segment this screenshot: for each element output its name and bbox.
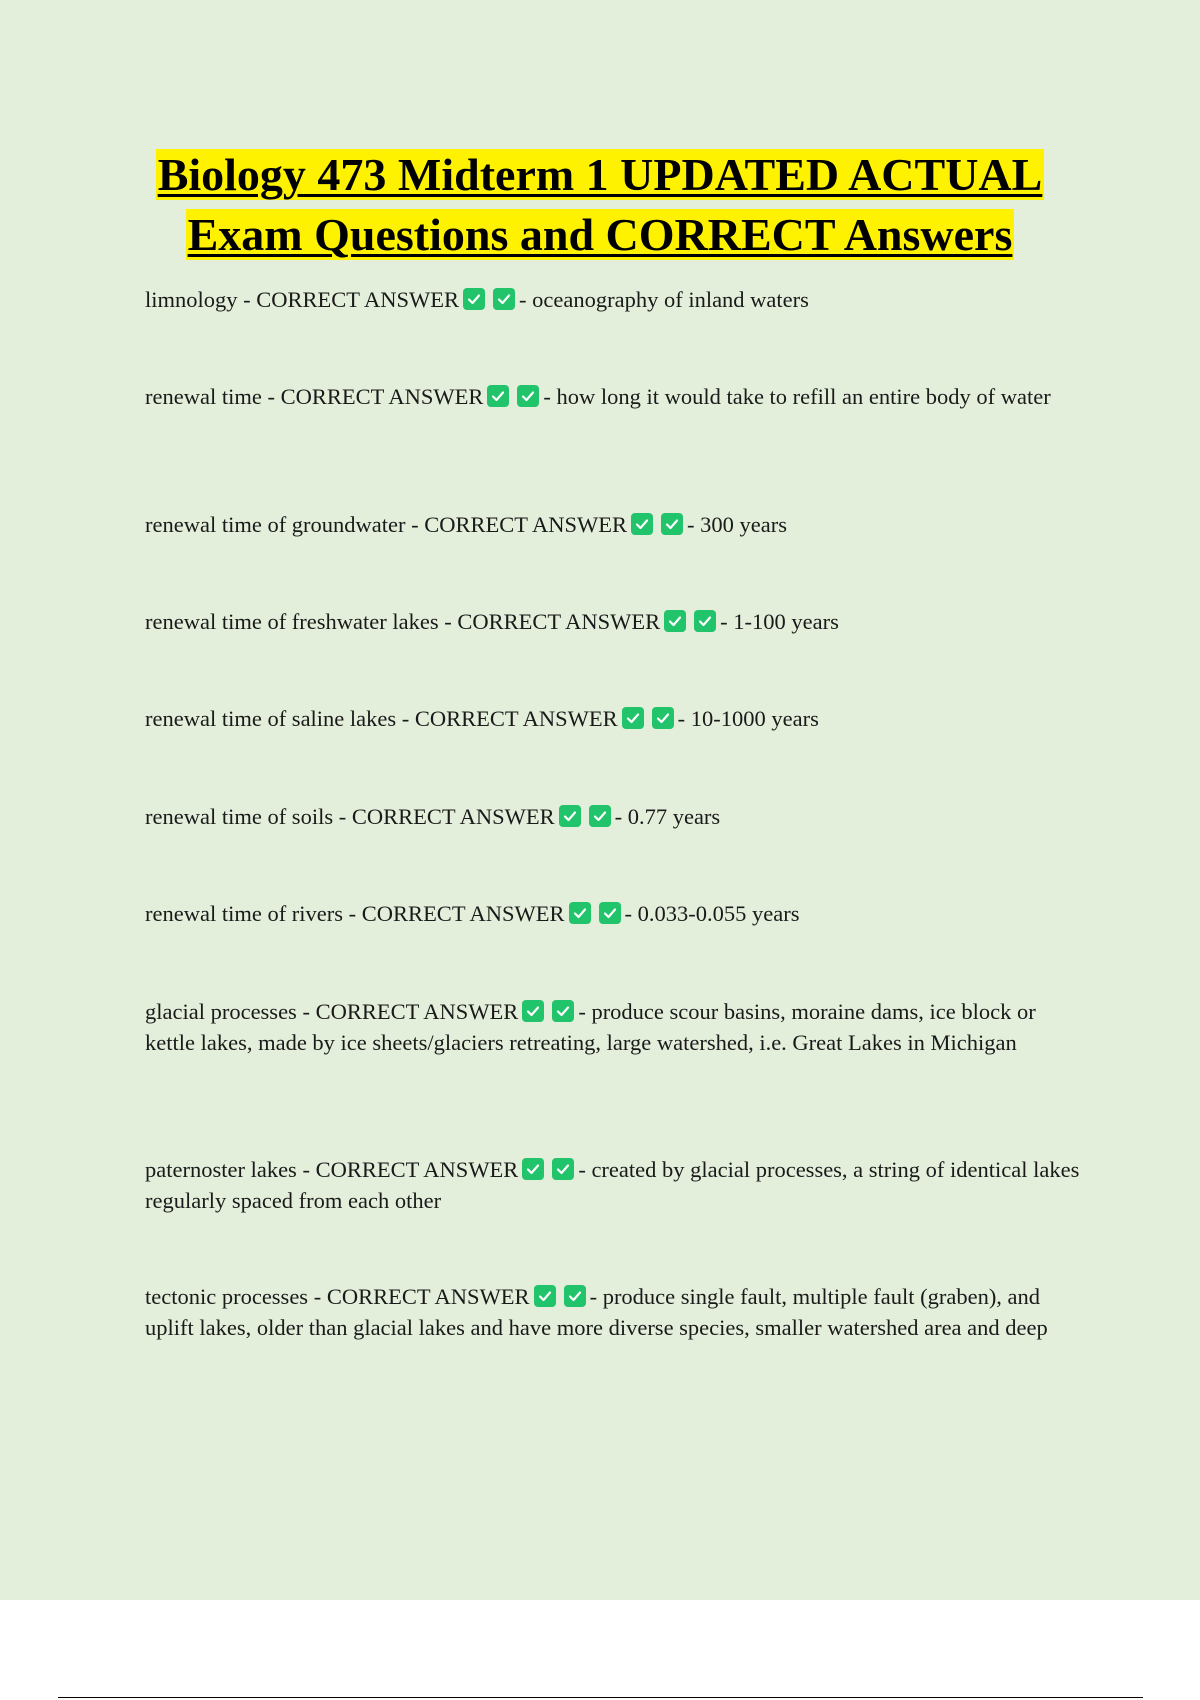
qa-term: limnology (145, 287, 238, 312)
green-check-icon (487, 385, 509, 407)
green-check-icon (589, 805, 611, 827)
qa-marker: CORRECT ANSWER (361, 901, 565, 926)
qa-marker: CORRECT ANSWER (315, 999, 519, 1024)
qa-term: paternoster lakes (145, 1157, 297, 1182)
green-check-icon (522, 1158, 544, 1180)
qa-term: renewal time of rivers (145, 901, 344, 926)
qa-item: limnology - CORRECT ANSWER - oceanography of inland waters (145, 287, 809, 312)
qa-answer: oceanography of inland waters (532, 287, 809, 312)
qa-answer: 0.033-0.055 years (637, 901, 800, 926)
qa-term: renewal time of soils (145, 804, 334, 829)
qa-item: glacial processes - CORRECT ANSWER - produce scour basins, moraine dams, ice block or kettle lakes, made by ice sheets/glaciers retreating, large watershed, i.e. Great Lakes in Michigan (145, 999, 1036, 1055)
qa-marker: CORRECT ANSWER (414, 706, 618, 731)
green-check-icon (522, 1000, 544, 1022)
qa-item: renewal time of soils - CORRECT ANSWER - 0.77 years (145, 804, 721, 829)
green-check-icon (534, 1285, 556, 1307)
qa-answer: how long it would take to refill an entire body of water (556, 384, 1051, 409)
qa-term: renewal time of saline lakes (145, 706, 397, 731)
qa-item: paternoster lakes - CORRECT ANSWER - created by glacial processes, a string of identical lakes regularly spaced from each other (145, 1157, 1080, 1213)
qa-item: renewal time - CORRECT ANSWER - how long it would take to refill an entire body of water (145, 384, 1051, 409)
qa-item: tectonic processes - CORRECT ANSWER - produce single fault, multiple fault (graben), and uplift lakes, older than glacial lakes and have more diverse species, smaller watershed area and deep (145, 1284, 1048, 1340)
green-check-icon (622, 707, 644, 729)
qa-answer: produce single fault, multiple fault (graben), and uplift lakes, older than glacial lakes and have more diverse species, smaller watershed area and deep (145, 1284, 1048, 1340)
green-check-icon (664, 610, 686, 632)
green-check-icon (463, 288, 485, 310)
qa-item: renewal time of rivers - CORRECT ANSWER - 0.033-0.055 years (145, 901, 800, 926)
green-check-icon (694, 610, 716, 632)
qa-answer: 1-100 years (733, 609, 839, 634)
qa-term: renewal time (145, 384, 262, 409)
qa-answer: 10-1000 years (690, 706, 819, 731)
qa-answer: created by glacial processes, a string of identical lakes regularly spaced from each other (145, 1157, 1080, 1213)
green-check-icon (652, 707, 674, 729)
qa-term: tectonic processes (145, 1284, 309, 1309)
green-check-icon (661, 513, 683, 535)
green-check-icon (493, 288, 515, 310)
qa-marker: CORRECT ANSWER (424, 512, 628, 537)
green-check-icon (552, 1158, 574, 1180)
green-check-icon (517, 385, 539, 407)
qa-marker: CORRECT ANSWER (457, 609, 661, 634)
title-line-2: Exam Questions and CORRECT Answers (187, 209, 1013, 260)
qa-marker: CORRECT ANSWER (315, 1157, 519, 1182)
green-check-icon (631, 513, 653, 535)
green-check-icon (552, 1000, 574, 1022)
qa-marker: CORRECT ANSWER (326, 1284, 530, 1309)
qa-term: glacial processes (145, 999, 297, 1024)
qa-marker: CORRECT ANSWER (280, 384, 484, 409)
qa-term: renewal time of freshwater lakes (145, 609, 439, 634)
document-title (0, 145, 1200, 265)
qa-item: renewal time of groundwater - CORRECT ANSWER - 300 years (145, 512, 788, 537)
qa-answer: 300 years (700, 512, 788, 537)
footer-rule (58, 1697, 1143, 1698)
green-check-icon (599, 902, 621, 924)
green-check-icon (559, 805, 581, 827)
qa-answer: produce scour basins, moraine dams, ice block or kettle lakes, made by ice sheets/glaciers retreating, large watershed, i.e. Great Lakes in Michigan (145, 999, 1036, 1055)
title-line-1: Biology 473 Midterm 1 UPDATED ACTUAL (157, 149, 1043, 200)
qa-item: renewal time of saline lakes - CORRECT ANSWER - 10-1000 years (145, 706, 819, 731)
qa-marker: CORRECT ANSWER (256, 287, 460, 312)
qa-term: renewal time of groundwater (145, 512, 406, 537)
qa-answer: 0.77 years (627, 804, 721, 829)
qa-item: renewal time of freshwater lakes - CORRECT ANSWER - 1-100 years (145, 609, 839, 634)
qa-marker: CORRECT ANSWER (351, 804, 555, 829)
green-check-icon (569, 902, 591, 924)
green-check-icon (564, 1285, 586, 1307)
